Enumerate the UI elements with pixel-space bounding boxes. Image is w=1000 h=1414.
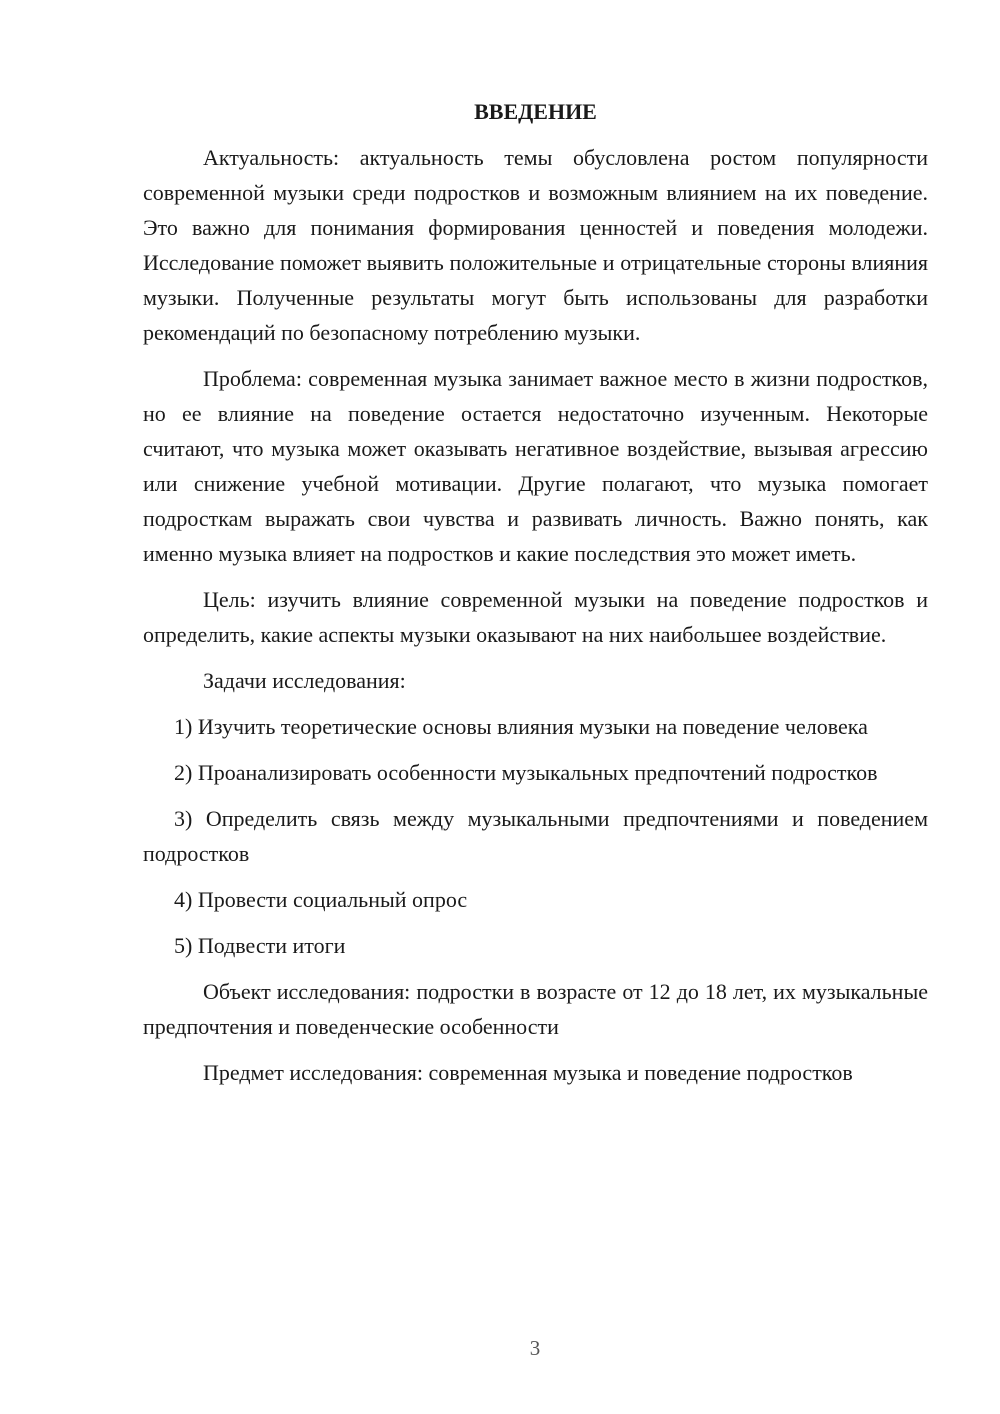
task-item-2: 2) Проанализировать особенности музыкальных предпочтений подростков	[174, 760, 878, 785]
paragraph-tasks-heading: Задачи исследования:	[203, 668, 406, 693]
paragraph-problem: Проблема: современная музыка занимает важное место в жизни подростков, но ее влияние на поведение остается недостаточно изученным. Некоторые считают, что музыка может оказывать негативное воздействие, вызывая агрессию или снижение учебной мотивации. Другие полагают, что музыка помогает подросткам выражать свои чувства и развивать личность. Важно понять, как именно музыка влияет на подростков и какие последствия это может иметь.	[143, 366, 928, 566]
task-item-3: 3) Определить связь между музыкальными предпочтениями и поведением подростков	[143, 806, 928, 866]
page-number: 3	[529, 1336, 541, 1360]
paragraph-relevance: Актуальность: актуальность темы обусловлена ростом популярности современной музыки среди подростков и возможным влиянием на их поведение. Это важно для понимания формирования ценностей и поведения молодежи. Исследование поможет выявить положительные и отрицательные стороны влияния музыки. Полученные результаты могут быть использованы для разработки рекомендаций по безопасному потреблению музыки.	[143, 145, 928, 345]
task-item-5: 5) Подвести итоги	[174, 933, 346, 958]
page-body	[143, 94, 928, 1090]
page-title: ВВЕДЕНИЕ	[474, 99, 597, 124]
paragraph-goal: Цель: изучить влияние современной музыки на поведение подростков и определить, какие аспекты музыки оказывают на них наибольшее воздействие.	[143, 587, 928, 647]
paragraph-object: Объект исследования: подростки в возрасте от 12 до 18 лет, их музыкальные предпочтения и поведенческие особенности	[143, 979, 928, 1039]
task-item-4: 4) Провести социальный опрос	[174, 887, 468, 912]
task-item-1: 1) Изучить теоретические основы влияния музыки на поведение человека	[174, 714, 868, 739]
paragraph-subject: Предмет исследования: современная музыка и поведение подростков	[203, 1060, 853, 1085]
